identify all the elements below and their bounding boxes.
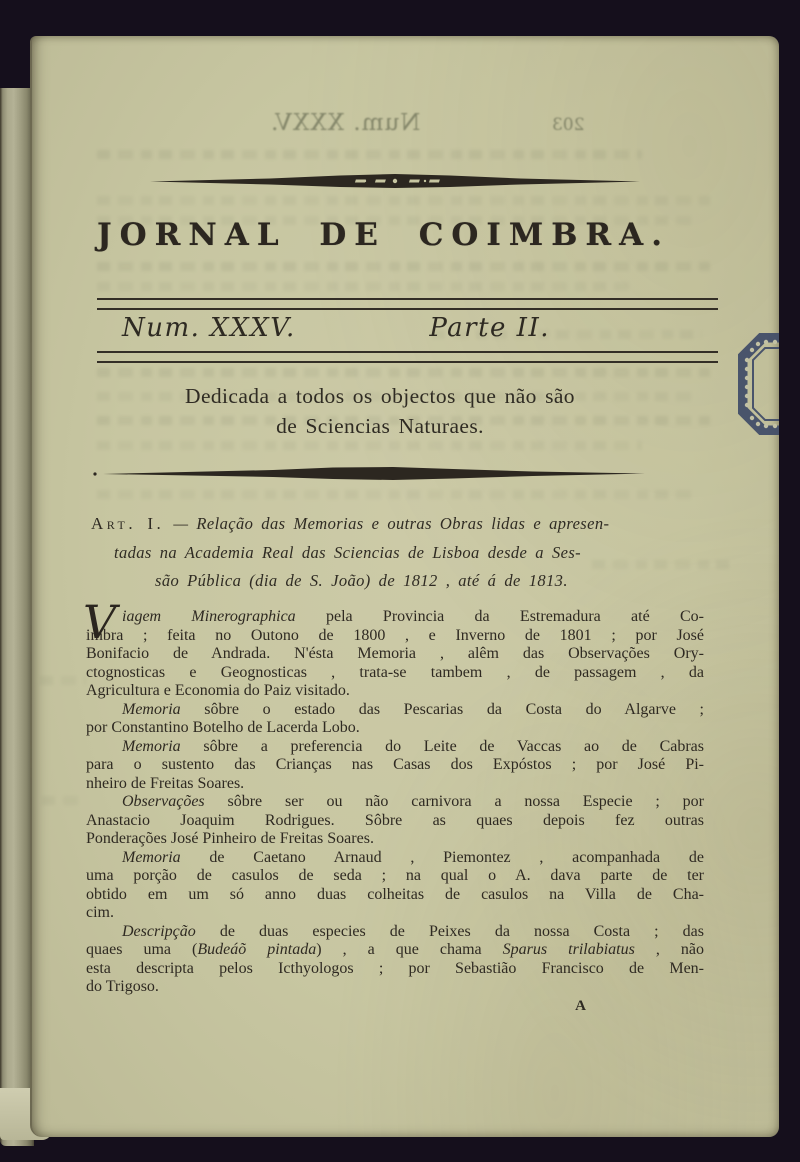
showthrough-page-number: 203 bbox=[552, 115, 585, 135]
body-text-segment: Agricultura e Economia do Paiz visitado. bbox=[86, 682, 350, 699]
body-text-segment: pela Provincia da Estremadura até Co- bbox=[295, 608, 704, 625]
dedication-line-2: de Sciencias Naturaes. bbox=[276, 414, 484, 438]
body-text-segment: quaes uma ( bbox=[86, 941, 198, 958]
body-line bbox=[86, 812, 704, 831]
dedication-line-1: Dedicada a todos os objectos que não são bbox=[185, 384, 575, 408]
page-paper bbox=[30, 36, 779, 1137]
body-text-segment: de Caetano Arnaud , Piemontez , acompanhada de bbox=[180, 848, 704, 866]
body-line bbox=[86, 978, 704, 997]
body-text-segment: Sparus trilabiatus bbox=[502, 941, 635, 958]
body-text-segment: Budeáõ pintada bbox=[197, 941, 317, 958]
showthrough-line bbox=[97, 150, 642, 159]
body-text-segment: ) , a que chama bbox=[316, 941, 503, 958]
body-text-segment: de duas especies de Peixes da nossa Costa ; das bbox=[195, 922, 704, 940]
body-paragraph bbox=[86, 701, 704, 738]
body-text-segment: Memoria bbox=[122, 700, 181, 718]
body-paragraph bbox=[86, 849, 704, 923]
body-line bbox=[86, 793, 704, 812]
body-paragraph bbox=[83, 595, 704, 701]
body-text-segment: uma porção de casulos de seda ; na qual o A. dava parte de ter bbox=[86, 867, 704, 884]
body-text-segment: imbra ; feita no Outono de 1800 , e Inverno de 1801 ; por José bbox=[86, 626, 704, 644]
body-line bbox=[86, 682, 704, 701]
body-text-segment: obtido em um só anno duas colheitas de casulos na Villa de Cha- bbox=[86, 885, 704, 903]
body-text-segment: Bonifacio de Andrada. N'ésta Memoria , alêm das Observações Ory- bbox=[86, 645, 704, 662]
article-heading-line: são Pública (dia de S. João) de 1812 , até á de 1813. bbox=[155, 571, 568, 590]
body-line bbox=[86, 645, 704, 664]
showthrough-line bbox=[97, 368, 717, 377]
body-line bbox=[86, 756, 704, 775]
body-text-segment: sôbre ser ou não carnivora a nossa Especie ; por bbox=[204, 793, 704, 810]
body-text-segment: iagem Minerographica bbox=[122, 608, 296, 625]
body-paragraph bbox=[86, 793, 704, 849]
body-line bbox=[86, 719, 704, 738]
body-line bbox=[86, 923, 704, 942]
showthrough-line bbox=[42, 796, 82, 805]
body-line bbox=[86, 849, 704, 868]
body-line bbox=[86, 886, 704, 905]
body-text-segment: Ponderações José Pinheiro de Freitas Soares. bbox=[86, 830, 374, 847]
article-heading-line bbox=[91, 510, 731, 539]
body-text-segment: , não bbox=[634, 941, 705, 958]
body-paragraph bbox=[86, 738, 704, 794]
book-page-edges bbox=[0, 88, 34, 1146]
body-line bbox=[86, 701, 704, 720]
article-heading-text: — Relação das Memorias e outras Obras lidas e apresen- bbox=[173, 514, 610, 533]
article-body bbox=[83, 595, 705, 997]
body-text-segment: esta descripta pelos Icthyologos ; por Sebastião Francisco de Men- bbox=[86, 959, 704, 977]
issue-part: Parte II. bbox=[429, 313, 550, 343]
body-text-segment: cim. bbox=[86, 904, 114, 921]
section-divider bbox=[93, 466, 645, 481]
body-paragraph bbox=[86, 923, 704, 997]
header-ornament bbox=[150, 173, 640, 189]
showthrough-issue-number: Num. XXXV. bbox=[270, 110, 421, 136]
signature-mark: A bbox=[575, 998, 587, 1014]
journal-title: JORNAL DE COIMBRA. bbox=[97, 217, 671, 253]
body-line bbox=[86, 738, 704, 757]
showthrough-line bbox=[97, 282, 637, 291]
body-line bbox=[86, 627, 704, 646]
library-stamp bbox=[738, 333, 779, 435]
body-line bbox=[86, 867, 704, 886]
body-text-segment: sôbre a preferencia do Leite de Vaccas ao de Cabras bbox=[180, 737, 704, 755]
showthrough-line bbox=[40, 676, 86, 685]
showthrough-line bbox=[97, 196, 717, 205]
issue-number: Num. XXXV. bbox=[122, 313, 296, 343]
body-line bbox=[86, 904, 704, 923]
body-text-segment: Anastacio Joaquim Rodrigues. Sôbre as quaes depois fez outras bbox=[86, 811, 704, 829]
body-line bbox=[86, 941, 704, 960]
body-line bbox=[86, 830, 704, 849]
body-text-segment: Descripção bbox=[122, 922, 196, 940]
body-text-segment: Memoria bbox=[122, 848, 181, 866]
body-text-segment: do Trigoso. bbox=[86, 978, 159, 995]
body-text-segment: para o sustento das Crianças nas Casas dos Expóstos ; por José Pi- bbox=[86, 756, 704, 773]
body-text-segment: Observações bbox=[122, 793, 205, 810]
body-text-segment: sôbre o estado das Pescarias da Costa do Algarve ; bbox=[180, 700, 704, 718]
body-line bbox=[86, 960, 704, 979]
body-text-segment: Memoria bbox=[122, 737, 181, 755]
drop-cap: V bbox=[83, 595, 117, 649]
showthrough-line bbox=[97, 441, 642, 450]
body-line bbox=[86, 775, 704, 794]
body-text-segment: por Constantino Botelho de Lacerda Lobo. bbox=[86, 719, 360, 736]
showthrough-line bbox=[97, 262, 717, 271]
article-heading-line: tadas na Academia Real das Sciencias de Lisboa desde a Ses- bbox=[114, 542, 582, 562]
double-rule-bottom bbox=[97, 351, 718, 363]
body-line bbox=[86, 664, 704, 683]
article-label: Art. I. bbox=[91, 514, 165, 533]
body-text-segment: ctognosticas e Geognosticas , trata-se tambem , de passagem , da bbox=[86, 663, 704, 681]
showthrough-line bbox=[97, 490, 697, 499]
body-text-segment: nheiro de Freitas Soares. bbox=[86, 774, 245, 792]
